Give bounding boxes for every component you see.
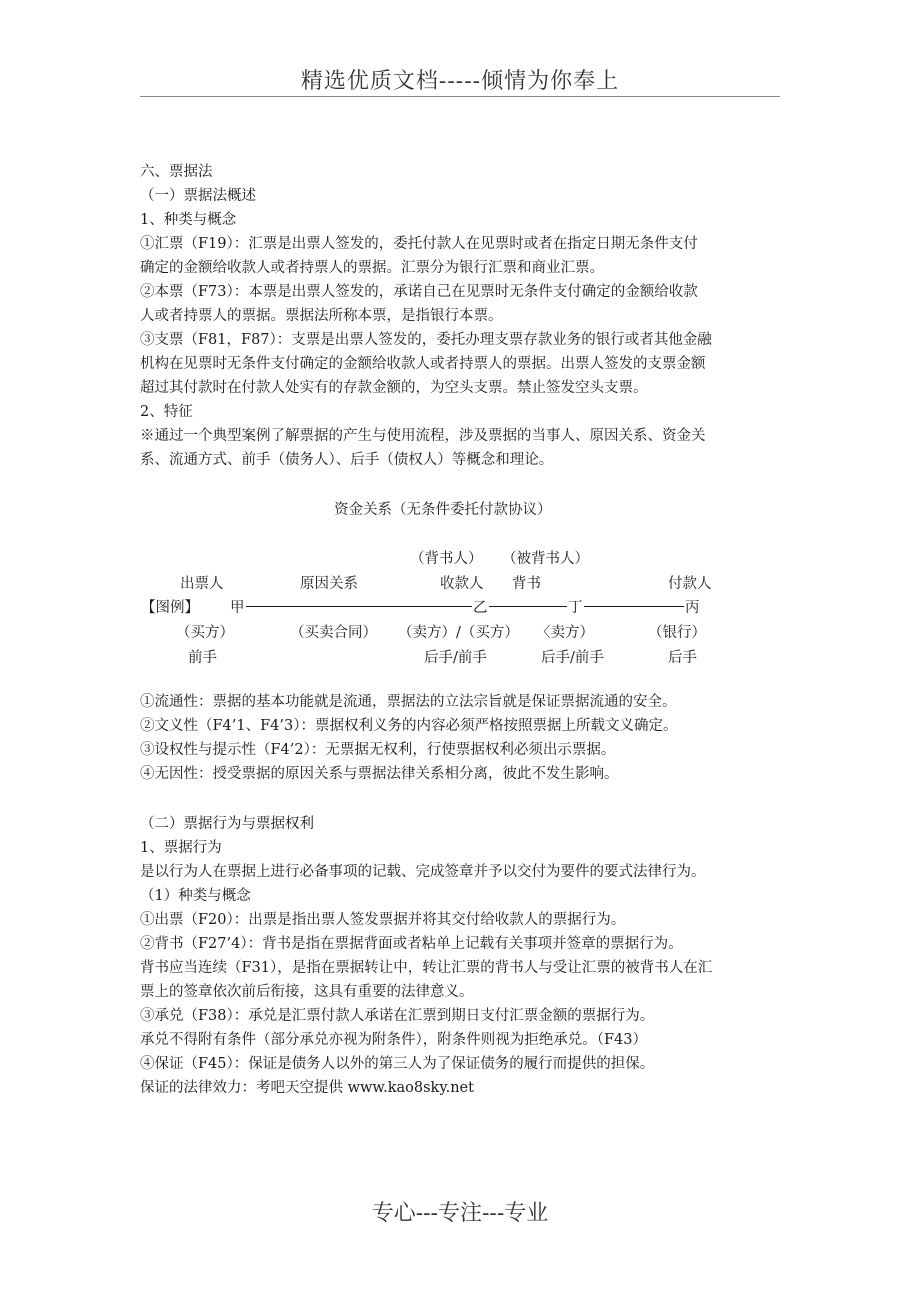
diagram-title: 资金关系（无条件委托付款协议）: [334, 502, 552, 518]
diagram-later-label: 后手: [668, 650, 697, 666]
diagram-cause-label: 原因关系: [300, 576, 358, 592]
paragraph-line: ③支票（F81，F87）：支票是出票人签发的，委托办理支票存款业务的银行或者其他金融: [140, 332, 712, 348]
diagram-line-d-c: [584, 606, 684, 607]
diagram-bank-label: （银行）: [648, 625, 706, 641]
diagram-example-label: 【图例】: [141, 600, 199, 616]
paragraph-line: 机构在见票时无条件支付确定的金额给收款人或者持票人的票据。出票人签发的支票金额: [140, 356, 706, 372]
diagram-contract-label: （买卖合同）: [290, 625, 377, 641]
header-divider: [140, 96, 780, 97]
diagram-party-a: 甲: [230, 600, 245, 616]
item-heading: 1、种类与概念: [140, 212, 237, 228]
subsection-heading: （二）票据行为与票据权利: [140, 816, 314, 832]
diagram-payee-label: 收款人: [440, 576, 484, 592]
section-heading: 六、票据法: [140, 164, 213, 180]
diagram-endorse-label: 背书: [512, 576, 541, 592]
paragraph-line: ②背书（F27’4）：背书是指在票据背面或者粘单上记载有关事项并签章的票据行为。: [140, 936, 683, 952]
paragraph-line: ※通过一个典型案例了解票据的产生与使用流程，涉及票据的当事人、原因关系、资金关: [140, 428, 706, 444]
paragraph-line: 承兑不得附有条件（部分承兑亦视为附条件），附条件则视为拒绝承兑。（F43）: [140, 1032, 648, 1048]
paragraph-line: ③承兑（F38）：承兑是汇票付款人承诺在汇票到期日支付汇票金额的票据行为。: [140, 1008, 655, 1024]
paragraph-line: 超过其付款时在付款人处实有的存款金额的，为空头支票。禁止签发空头支票。: [140, 380, 648, 396]
paragraph-line: ①汇票（F19）：汇票是出票人签发的，委托付款人在见票时或者在指定日期无条件支付: [140, 236, 698, 252]
diagram-prior-label: 前手: [188, 650, 217, 666]
paragraph-line: ①出票（F20）：出票是指出票人签发票据并将其交付给收款人的票据行为。: [140, 912, 626, 928]
diagram-line-a-b: [246, 606, 472, 607]
item-heading: 2、特征: [140, 404, 193, 420]
diagram-later-prior-label: 后手/前手: [424, 650, 487, 666]
diagram-endorsee-label: （被背书人）: [502, 551, 589, 567]
paragraph-line: 人或者持票人的票据。票据法所称本票，是指银行本票。: [140, 308, 503, 324]
diagram-party-d: 丁: [568, 600, 583, 616]
feature-line: ①流通性：票据的基本功能就是流通，票据法的立法宗旨就是保证票据流通的安全。: [140, 694, 677, 710]
item-heading: （1）种类与概念: [140, 888, 251, 904]
page-footer: 专心---专注---专业: [371, 1201, 549, 1226]
diagram-payer-label: 付款人: [668, 576, 712, 592]
diagram-party-b: 乙: [473, 600, 488, 616]
subsection-heading: （一）票据法概述: [140, 188, 256, 204]
paragraph-line: 系、流通方式、前手（债务人）、后手（债权人）等概念和理论。: [140, 452, 554, 468]
diagram-later-prior-label: 后手/前手: [541, 650, 604, 666]
paragraph-line: 是以行为人在票据上进行必备事项的记载、完成签章并予以交付为要件的要式法律行为。: [140, 864, 706, 880]
paragraph-line: 确定的金额给收款人或者持票人的票据。汇票分为银行汇票和商业汇票。: [140, 260, 604, 276]
diagram-drawer-label: 出票人: [180, 576, 224, 592]
feature-line: ②文义性（F4’1、F4’3）：票据权利义务的内容必须严格按照票据上所载文义确定。: [140, 718, 678, 734]
paragraph-line: ②本票（F73）：本票是出票人签发的，承诺自己在见票时无条件支付确定的金额给收款: [140, 284, 698, 300]
diagram-seller-label: 〈卖方）: [536, 625, 594, 641]
paragraph-line: ④保证（F45）：保证是债务人以外的第三人为了保证债务的履行而提供的担保。: [140, 1056, 655, 1072]
feature-line: ③设权性与提示性（F4’2）：无票据无权利，行使票据权利必须出示票据。: [140, 742, 616, 758]
page-header: 精选优质文档-----倾情为你奉上: [300, 69, 620, 94]
paragraph-line: 票上的签章依次前后衔接，这具有重要的法律意义。: [140, 984, 474, 1000]
diagram-line-b-d: [489, 606, 567, 607]
diagram-seller-buyer-label: （卖方）/（买方）: [398, 625, 519, 641]
diagram-party-c: 丙: [685, 600, 700, 616]
paragraph-line: 保证的法律效力：考吧天空提供 www.kao8sky.net: [140, 1080, 474, 1096]
feature-line: ④无因性：授受票据的原因关系与票据法律关系相分离，彼此不发生影响。: [140, 766, 619, 782]
diagram-buyer-label: （买方）: [176, 625, 234, 641]
diagram-endorser-label: （背书人）: [410, 551, 483, 567]
item-heading: 1、票据行为: [140, 840, 222, 856]
paragraph-line: 背书应当连续（F31），是指在票据转让中，转让汇票的背书人与受让汇票的被背书人在汇: [140, 960, 713, 976]
